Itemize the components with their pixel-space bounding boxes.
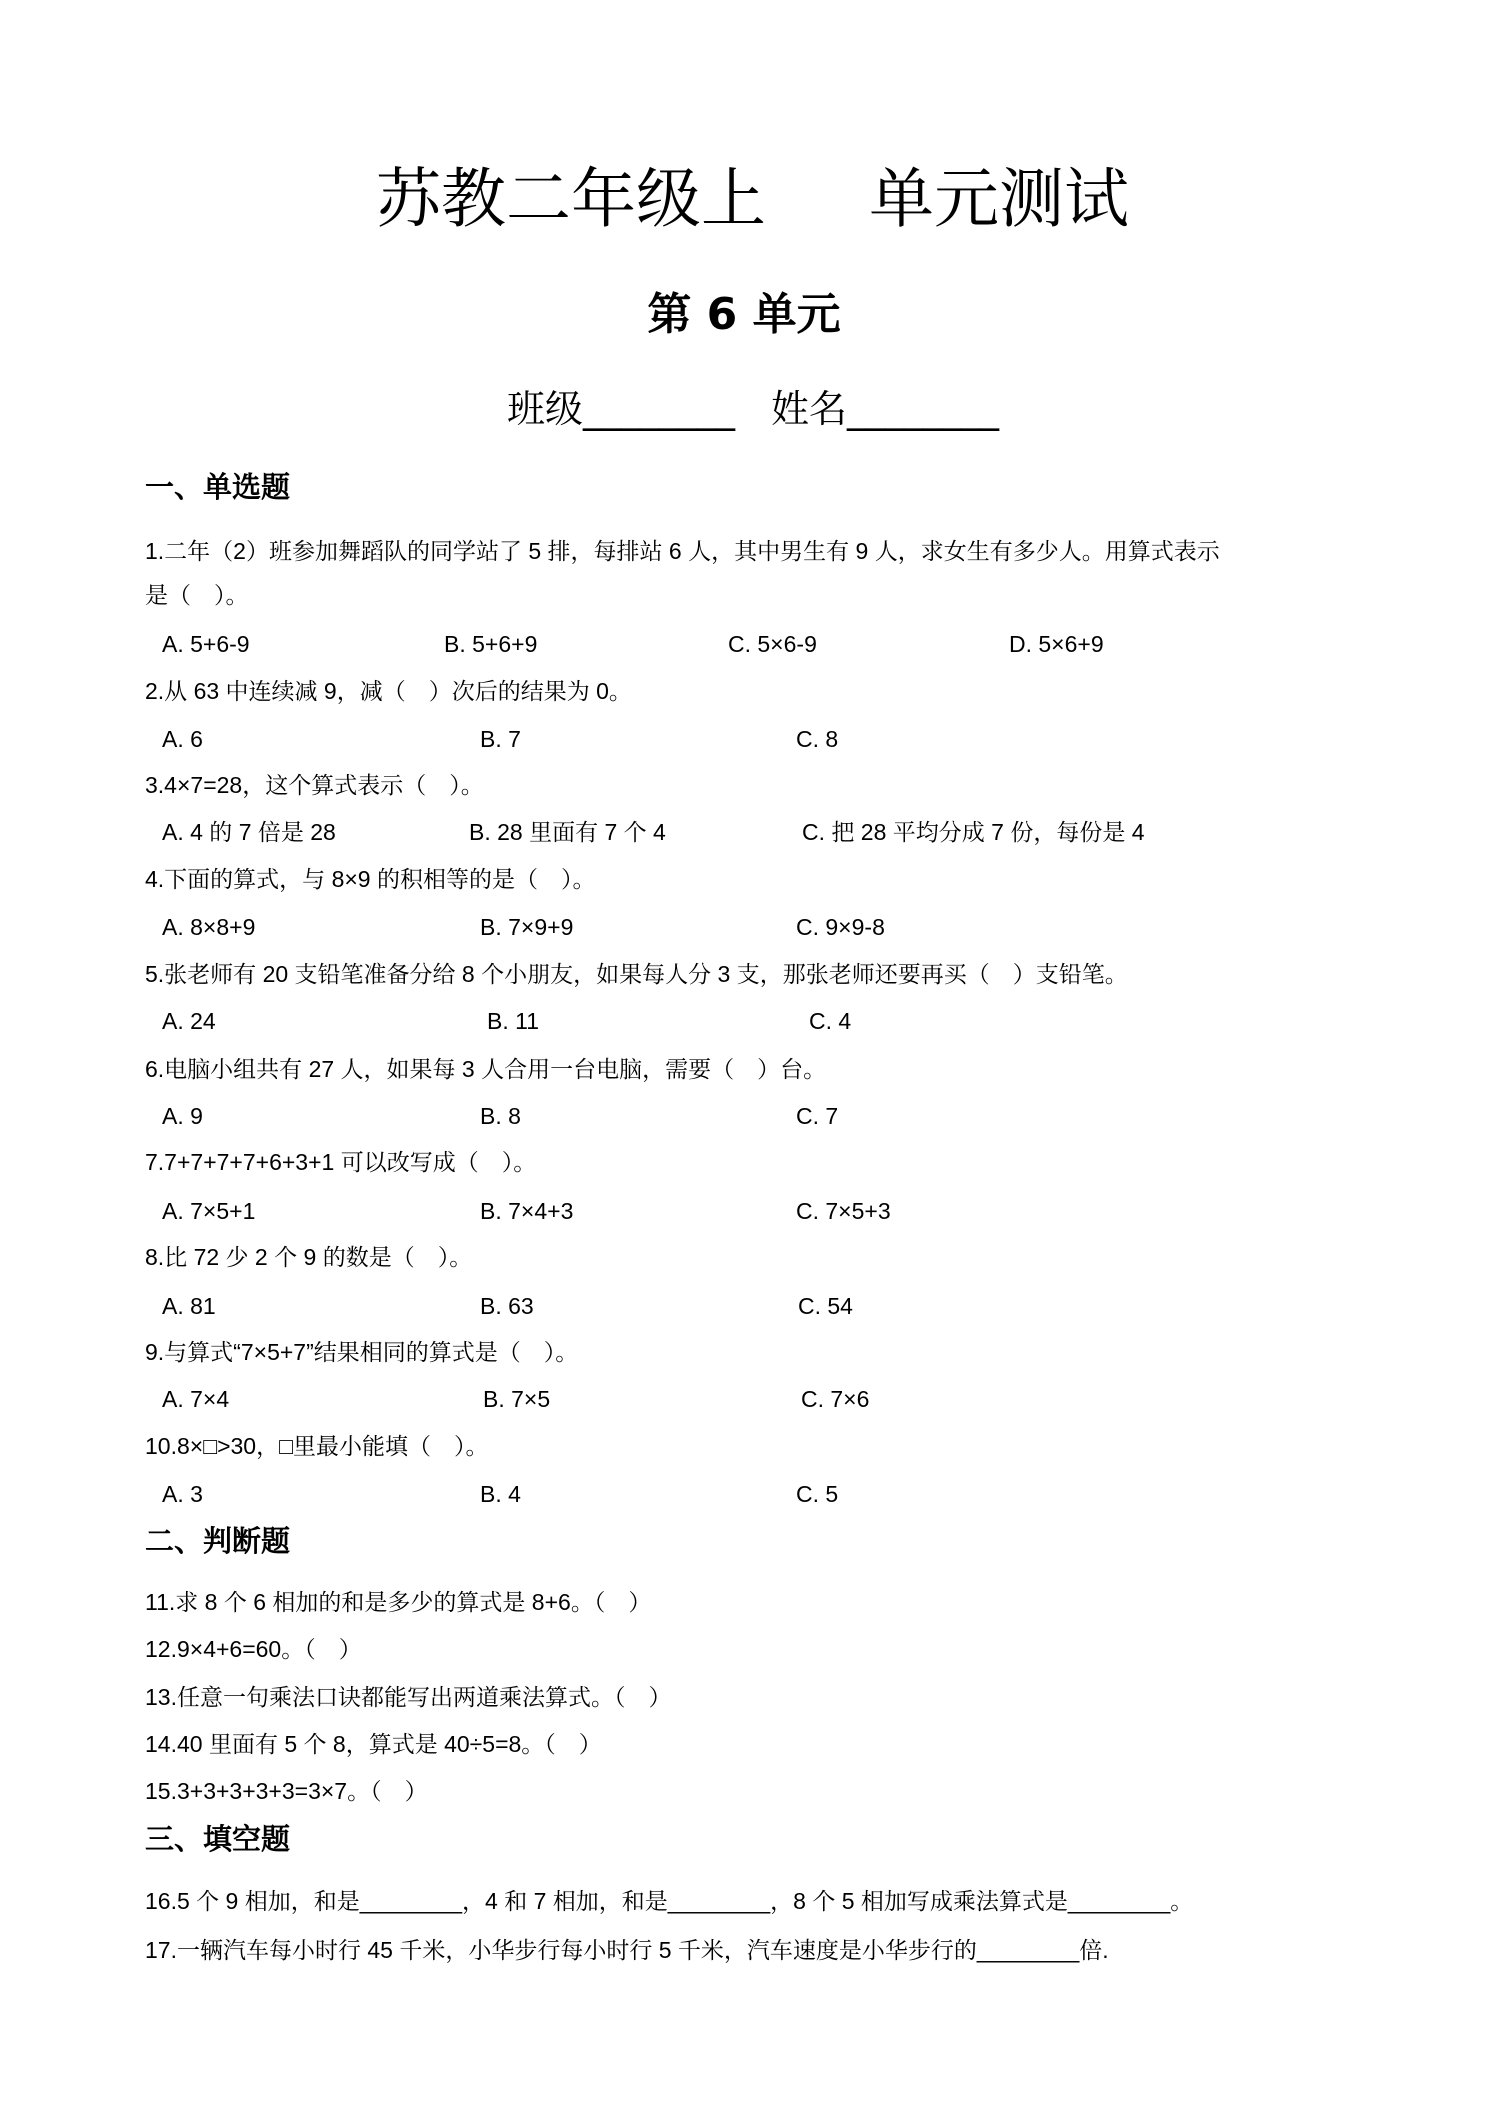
question-5-line-1: 5.张老师有 20 支铅笔准备分给 8 个小朋友，如果每人分 3 支，那张老师还要再买（ ）支铅笔。 xyxy=(145,961,1128,987)
question-4-option-b: B. 7×9+9 xyxy=(480,914,574,940)
question-2-option-c: C. 8 xyxy=(796,726,839,752)
question-10-option-b: B. 4 xyxy=(480,1481,521,1507)
document-title-right: 单元测试 xyxy=(869,162,1130,237)
question-4-option-c: C. 9×9-8 xyxy=(796,914,885,940)
question-9-option-b: B. 7×5 xyxy=(483,1386,551,1412)
question-6-option-b: B. 8 xyxy=(480,1103,521,1129)
question-6-option-c: C. 7 xyxy=(796,1103,839,1129)
question-8-line-1: 8.比 72 少 2 个 9 的数是（ ）。 xyxy=(145,1244,473,1270)
question-7-option-c: C. 7×5+3 xyxy=(796,1198,891,1224)
section-heading-fill-in-blank: 三、填空题 xyxy=(145,1822,291,1856)
question-6-option-a: A. 9 xyxy=(162,1103,203,1129)
document-title-left: 苏教二年级上 xyxy=(376,162,767,237)
question-13-line-1: 13.任意一句乘法口诀都能写出两道乘法算式。（ ） xyxy=(145,1684,672,1710)
question-1-option-a: A. 5+6-9 xyxy=(162,631,250,657)
question-10-option-a: A. 3 xyxy=(162,1481,203,1507)
question-10-option-c: C. 5 xyxy=(796,1481,839,1507)
question-4-line-1: 4.下面的算式，与 8×9 的积相等的是（ ）。 xyxy=(145,866,596,892)
question-2-option-b: B. 7 xyxy=(480,726,521,752)
question-3-option-c: C. 把 28 平均分成 7 份，每份是 4 xyxy=(802,819,1145,845)
question-17-line-1: 17.一辆汽车每小时行 45 千米，小华步行每小时行 5 千米，汽车速度是小华步行的________倍. xyxy=(145,1937,1109,1963)
question-9-option-a: A. 7×4 xyxy=(162,1386,230,1412)
question-8-option-c: C. 54 xyxy=(798,1293,853,1319)
question-16-line-1: 16.5 个 9 相加，和是________，4 和 7 相加，和是________，8 个 5 相加写成乘法算式是________。 xyxy=(145,1888,1194,1914)
question-5-option-a: A. 24 xyxy=(162,1008,216,1034)
question-1-line-2: 是（ ）。 xyxy=(145,582,249,608)
section-heading-true-false: 二、判断题 xyxy=(145,1524,291,1558)
question-4-option-a: A. 8×8+9 xyxy=(162,914,256,940)
question-2-option-a: A. 6 xyxy=(162,726,203,752)
question-7-option-b: B. 7×4+3 xyxy=(480,1198,574,1224)
question-5-option-c: C. 4 xyxy=(809,1008,852,1034)
question-10-line-1: 10.8×□>30，□里最小能填（ ）。 xyxy=(145,1433,489,1459)
question-8-option-b: B. 63 xyxy=(480,1293,534,1319)
class-field: 班级________ xyxy=(507,387,736,431)
question-8-option-a: A. 81 xyxy=(162,1293,216,1319)
question-5-option-b: B. 11 xyxy=(487,1008,539,1034)
question-1-line-1: 1.二年（2）班参加舞蹈队的同学站了 5 排，每排站 6 人，其中男生有 9 人，求女生有多少人。用算式表示 xyxy=(145,538,1220,564)
question-14-line-1: 14.40 里面有 5 个 8，算式是 40÷5=8。（ ） xyxy=(145,1731,602,1757)
question-3-option-b: B. 28 里面有 7 个 4 xyxy=(469,819,666,845)
question-2-line-1: 2.从 63 中连续减 9，减（ ）次后的结果为 0。 xyxy=(145,678,632,704)
question-9-option-c: C. 7×6 xyxy=(801,1386,870,1412)
unit-subtitle: 第 6 单元 xyxy=(647,289,841,340)
question-1-option-c: C. 5×6-9 xyxy=(728,631,817,657)
question-9-line-1: 9.与算式“7×5+7”结果相同的算式是（ ）。 xyxy=(145,1339,579,1365)
question-12-line-1: 12.9×4+6=60。（ ） xyxy=(145,1636,362,1662)
section-heading-single-choice: 一、单选题 xyxy=(145,470,291,504)
question-11-line-1: 11.求 8 个 6 相加的和是多少的算式是 8+6。（ ） xyxy=(145,1589,652,1615)
name-field: 姓名________ xyxy=(771,387,1000,431)
question-15-line-1: 15.3+3+3+3+3=3×7。（ ） xyxy=(145,1778,428,1804)
question-6-line-1: 6.电脑小组共有 27 人，如果每 3 人合用一台电脑，需要（ ）台。 xyxy=(145,1056,827,1082)
question-1-option-b: B. 5+6+9 xyxy=(444,631,538,657)
question-3-line-1: 3.4×7=28，这个算式表示（ ）。 xyxy=(145,772,484,798)
question-7-line-1: 7.7+7+7+7+6+3+1 可以改写成（ ）。 xyxy=(145,1149,537,1175)
question-1-option-d: D. 5×6+9 xyxy=(1009,631,1104,657)
question-7-option-a: A. 7×5+1 xyxy=(162,1198,256,1224)
question-3-option-a: A. 4 的 7 倍是 28 xyxy=(162,819,336,845)
